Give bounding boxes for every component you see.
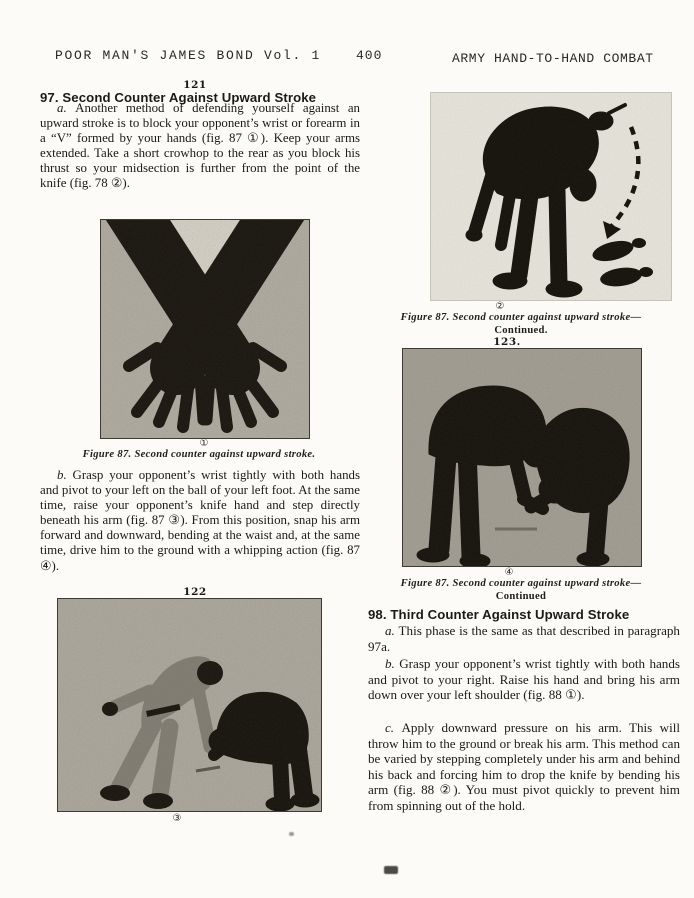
header-right-title: ARMY HAND-TO-HAND COMBAT [452, 51, 654, 66]
section-98-heading: 98. Third Counter Against Upward Stroke [368, 607, 630, 622]
paragraph-98c-text: Apply downward pressure on his arm. This will throw him to the ground or break his arm. This method can be varied by stepping completely under his arm and behind his back and forcing him to drop the knife by bending his arm (fig. 88 ②). You must pivot quickly to prevent him from spinning out of the hold. [368, 720, 680, 813]
scan-artifact [384, 866, 398, 874]
page-number-123: 123. [493, 336, 521, 348]
paragraph-98c [368, 720, 680, 814]
paragraph-98b-text: Grasp your opponent’s wrist tightly with both hands and pivot to your right. Raise his hand and bring his arm down over your left shoulder (fig. 88 ①). [368, 656, 680, 703]
paragraph-98b-lead: b. [385, 656, 395, 671]
figure-87-1-marker: ① [199, 438, 209, 449]
paragraph-98a-lead: a. [385, 623, 395, 638]
page-number-121: 121 [183, 79, 207, 91]
section-97-heading: 97. Second Counter Against Upward Stroke [40, 90, 317, 105]
paragraph-98a-text: This phase is the same as that described in paragraph 97a. [368, 623, 680, 654]
paragraph-98c-lead: c. [385, 720, 395, 735]
header-page-number: 400 [356, 48, 383, 63]
figure-87-1-caption: Figure 87. Second counter against upward stroke. [82, 449, 316, 460]
paragraph-97b [40, 468, 360, 574]
scan-artifact [289, 832, 294, 836]
figure-87-2-marker: ② [495, 301, 505, 312]
figure-87-4-photo [402, 348, 642, 567]
header-left-title: POOR MAN'S JAMES BOND Vol. 1 [55, 48, 322, 63]
figure-87-2-caption-line2: Continued. [494, 325, 548, 336]
paragraph-98b [368, 656, 680, 703]
crossed-hands-illustration [101, 220, 309, 438]
figure-87-2-caption-line1: Figure 87. Second counter against upward stroke— [400, 312, 642, 323]
paragraph-98a [368, 623, 680, 654]
two-men-wrist-grab-illustration [58, 599, 321, 811]
paragraph-97b-lead: b. [57, 468, 67, 482]
figure-87-1-photo [100, 219, 310, 439]
figure-87-2-photo [430, 92, 672, 301]
figure-87-3-photo [57, 598, 322, 812]
figure-87-4-caption-line1: Figure 87. Second counter against upward stroke— [400, 578, 642, 589]
page-number-122: 122 [183, 586, 207, 598]
figure-87-3-marker: ③ [172, 813, 182, 824]
paragraph-97a [40, 101, 360, 192]
over-back-throw-illustration [431, 93, 671, 300]
paragraph-97a-text: Another method of defending yourself against an upward stroke is to block your opponent’s wrist or forearm in a “V” formed by your hands (fig. 87 ①). Keep your arms extended. Take a short crowhop to the rear as you block his thrust so your midsection is further from the point of the knife (fig. 78 ②). [40, 101, 360, 191]
bent-arm-lock-illustration [403, 349, 641, 566]
figure-87-4-caption-line2: Continued [495, 591, 547, 602]
figure-87-4-marker: ④ [504, 567, 514, 578]
paragraph-97a-lead: a. [57, 101, 67, 115]
paragraph-97b-text: Grasp your opponent’s wrist tightly with both hands and pivot to your left on the ball of your left foot. At the same time, raise your opponent’s knife hand and step directly beneath his arm (fig. 87 ③). From this position, snap his arm forward and downward, bending at the waist and, at the same time, drive him to the ground with a whipping action (fig. 87 ④). [40, 468, 360, 573]
